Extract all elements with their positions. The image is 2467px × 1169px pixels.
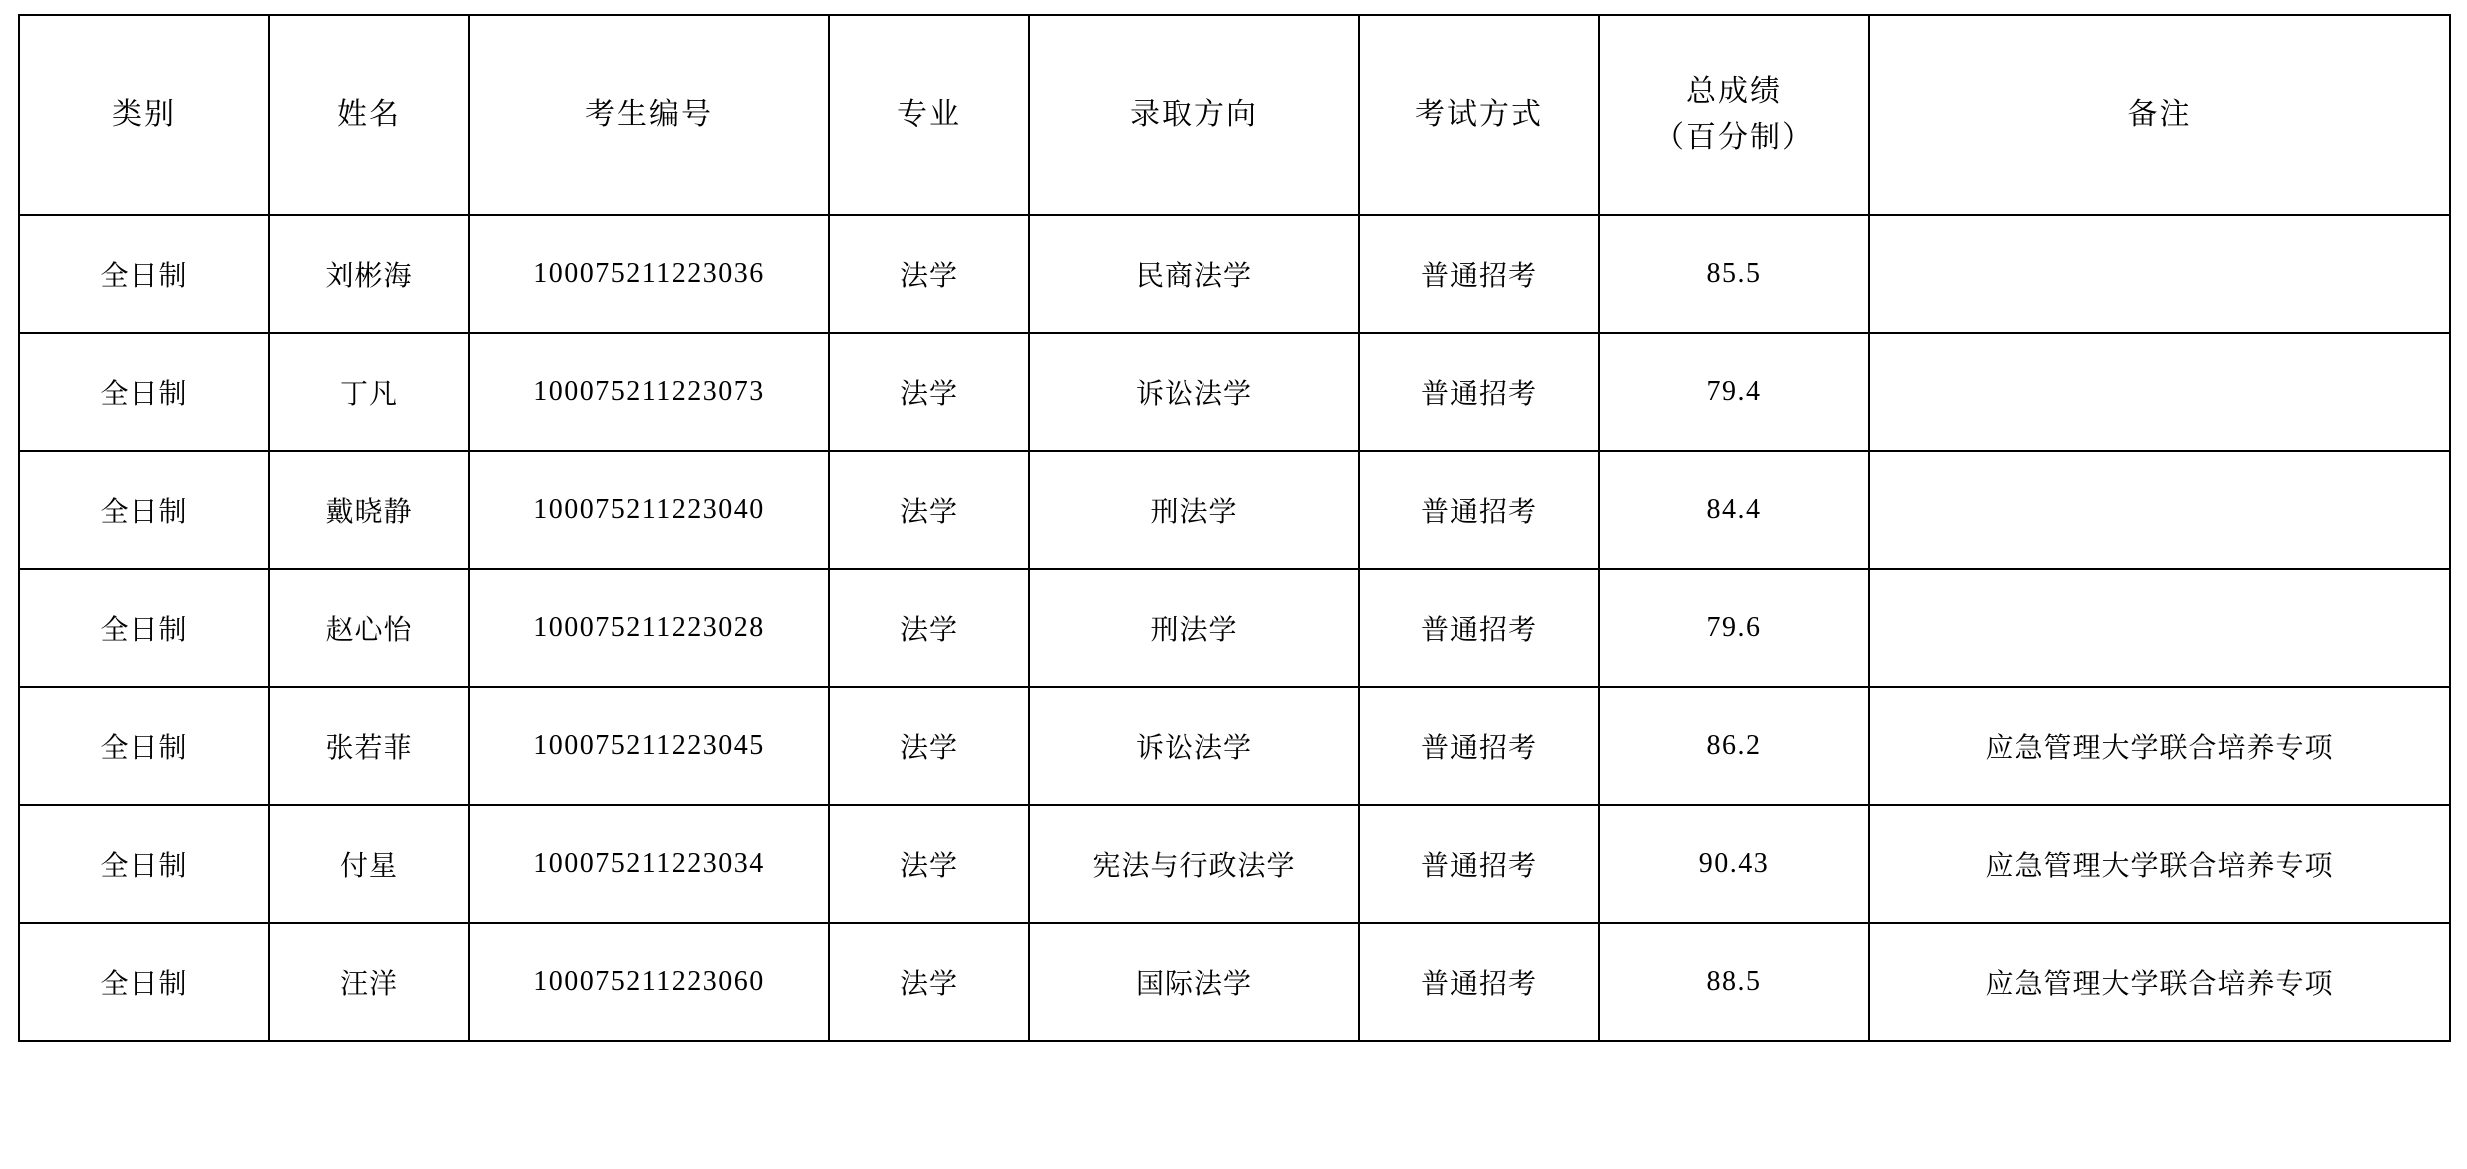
cell-direction: 诉讼法学 xyxy=(1029,687,1359,805)
cell-score: 90.43 xyxy=(1599,805,1869,923)
cell-exam-mode: 普通招考 xyxy=(1359,923,1599,1041)
cell-remark xyxy=(1869,569,2450,687)
table-row xyxy=(19,333,2450,451)
table-row xyxy=(19,923,2450,1041)
cell-major: 法学 xyxy=(829,215,1029,333)
cell-score: 88.5 xyxy=(1599,923,1869,1041)
table-row xyxy=(19,687,2450,805)
cell-remark: 应急管理大学联合培养专项 xyxy=(1869,923,2450,1041)
cell-major: 法学 xyxy=(829,569,1029,687)
cell-name: 刘彬海 xyxy=(269,215,469,333)
cell-exam-id: 100075211223036 xyxy=(469,215,829,333)
cell-major: 法学 xyxy=(829,333,1029,451)
cell-major: 法学 xyxy=(829,805,1029,923)
cell-name: 汪洋 xyxy=(269,923,469,1041)
cell-exam-mode: 普通招考 xyxy=(1359,569,1599,687)
cell-name: 赵心怡 xyxy=(269,569,469,687)
cell-remark xyxy=(1869,451,2450,569)
column-header-exam-mode: 考试方式 xyxy=(1359,15,1599,215)
cell-exam-id: 100075211223028 xyxy=(469,569,829,687)
table-row xyxy=(19,451,2450,569)
cell-name: 张若菲 xyxy=(269,687,469,805)
cell-direction: 民商法学 xyxy=(1029,215,1359,333)
cell-remark: 应急管理大学联合培养专项 xyxy=(1869,687,2450,805)
cell-score: 79.4 xyxy=(1599,333,1869,451)
cell-direction: 国际法学 xyxy=(1029,923,1359,1041)
cell-score: 84.4 xyxy=(1599,451,1869,569)
cell-name: 付星 xyxy=(269,805,469,923)
cell-score: 79.6 xyxy=(1599,569,1869,687)
cell-category: 全日制 xyxy=(19,569,269,687)
cell-category: 全日制 xyxy=(19,215,269,333)
cell-exam-mode: 普通招考 xyxy=(1359,687,1599,805)
cell-name: 丁凡 xyxy=(269,333,469,451)
cell-direction: 刑法学 xyxy=(1029,569,1359,687)
cell-category: 全日制 xyxy=(19,923,269,1041)
cell-category: 全日制 xyxy=(19,333,269,451)
cell-major: 法学 xyxy=(829,451,1029,569)
cell-category: 全日制 xyxy=(19,451,269,569)
table-header-row xyxy=(19,15,2450,215)
cell-score: 85.5 xyxy=(1599,215,1869,333)
cell-major: 法学 xyxy=(829,923,1029,1041)
cell-remark: 应急管理大学联合培养专项 xyxy=(1869,805,2450,923)
column-header-name: 姓名 xyxy=(269,15,469,215)
table-row xyxy=(19,215,2450,333)
cell-exam-id: 100075211223040 xyxy=(469,451,829,569)
column-header-total-score: 总成绩 （百分制） xyxy=(1599,15,1869,215)
cell-exam-id: 100075211223073 xyxy=(469,333,829,451)
cell-exam-mode: 普通招考 xyxy=(1359,333,1599,451)
cell-category: 全日制 xyxy=(19,805,269,923)
cell-exam-id: 100075211223034 xyxy=(469,805,829,923)
cell-category: 全日制 xyxy=(19,687,269,805)
cell-exam-mode: 普通招考 xyxy=(1359,215,1599,333)
cell-major: 法学 xyxy=(829,687,1029,805)
column-header-direction: 录取方向 xyxy=(1029,15,1359,215)
cell-exam-id: 100075211223060 xyxy=(469,923,829,1041)
cell-direction: 刑法学 xyxy=(1029,451,1359,569)
table-row xyxy=(19,805,2450,923)
cell-exam-mode: 普通招考 xyxy=(1359,451,1599,569)
cell-exam-mode: 普通招考 xyxy=(1359,805,1599,923)
cell-exam-id: 100075211223045 xyxy=(469,687,829,805)
column-header-remark: 备注 xyxy=(1869,15,2450,215)
cell-score: 86.2 xyxy=(1599,687,1869,805)
table-body xyxy=(19,215,2450,1041)
cell-remark xyxy=(1869,333,2450,451)
table-row xyxy=(19,569,2450,687)
cell-direction: 宪法与行政法学 xyxy=(1029,805,1359,923)
admission-results-table xyxy=(18,14,2451,1042)
column-header-category: 类别 xyxy=(19,15,269,215)
column-header-exam-id: 考生编号 xyxy=(469,15,829,215)
cell-name: 戴晓静 xyxy=(269,451,469,569)
table-header xyxy=(19,15,2450,215)
cell-remark xyxy=(1869,215,2450,333)
column-header-major: 专业 xyxy=(829,15,1029,215)
cell-direction: 诉讼法学 xyxy=(1029,333,1359,451)
